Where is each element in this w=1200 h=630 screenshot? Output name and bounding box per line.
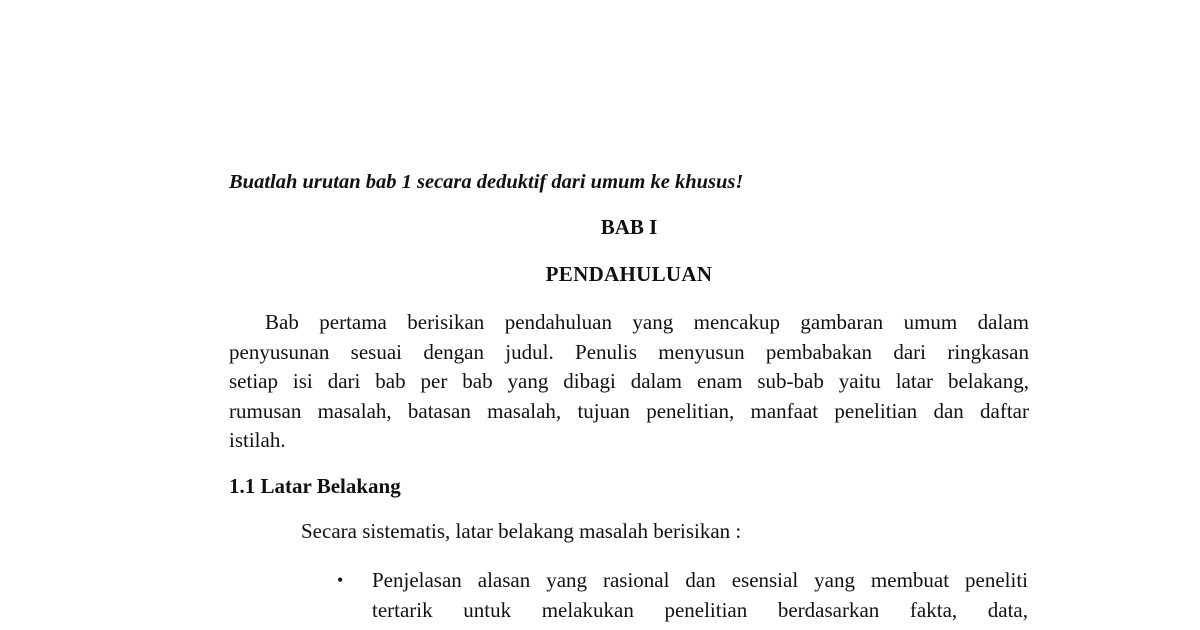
- paragraph-line: rumusan masalah, batasan masalah, tujuan penelitian, manfaat penelitian dan daftar: [229, 398, 1029, 423]
- paragraph-line: Bab pertama berisikan pendahuluan yang mencakup gambaran umum dalam: [265, 310, 1029, 334]
- instruction-text: Buatlah urutan bab 1 secara deduktif dari umum ke khusus!: [229, 171, 744, 193]
- section-lead-text: Secara sistematis, latar belakang masalah berisikan :: [301, 519, 742, 543]
- bullet-line: tertarik untuk melakukan penelitian berdasarkan fakta, data,: [372, 597, 1028, 622]
- list-item: [336, 566, 1028, 625]
- bullet-line: Penjelasan alasan yang rasional dan esensial yang membuat peneliti: [372, 568, 1028, 592]
- bullet-list: [336, 566, 1028, 625]
- intro-paragraph: [229, 308, 1029, 456]
- chapter-label: BAB I: [600, 215, 658, 239]
- bullet-marker: •: [337, 570, 344, 590]
- paragraph-line: penyusunan sesuai dengan judul. Penulis menyusun pembabakan dari ringkasan: [229, 339, 1029, 364]
- chapter-title: PENDAHULUAN: [545, 262, 713, 286]
- section-heading: 1.1 Latar Belakang: [229, 474, 401, 498]
- paragraph-line: istilah.: [229, 428, 286, 452]
- paragraph-line: setiap isi dari bab per bab yang dibagi dalam enam sub-bab yaitu latar belakang,: [229, 369, 1029, 393]
- document-page: [229, 0, 1029, 630]
